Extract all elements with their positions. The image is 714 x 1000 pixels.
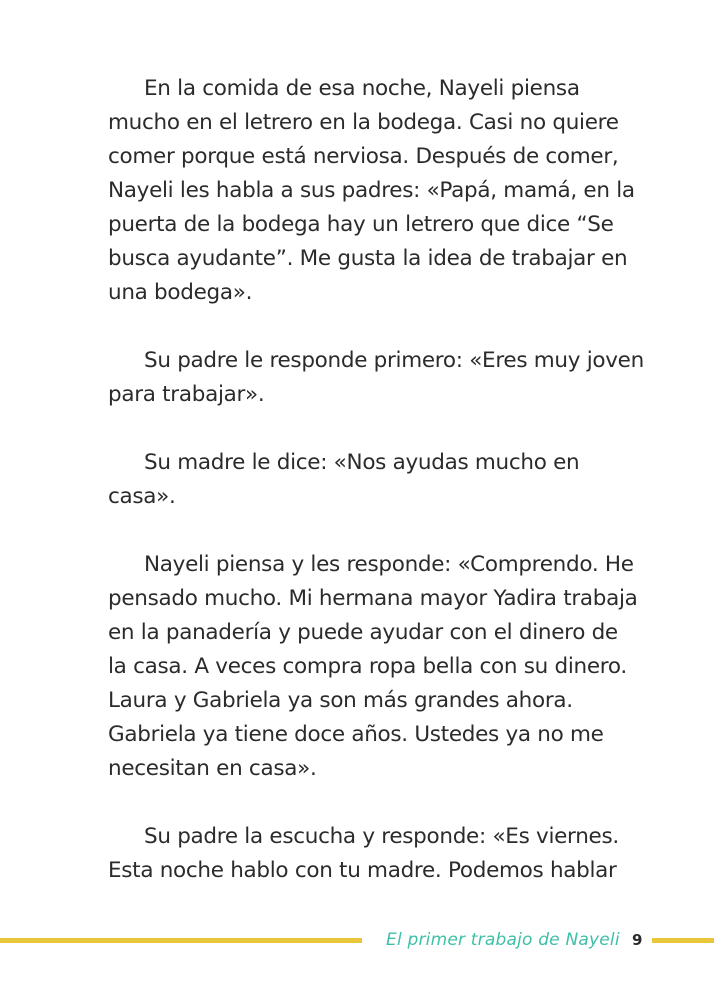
text-line: pensado mucho. Mi hermana mayor Yadira trabaja: [108, 586, 638, 611]
text-line: En la comida de esa noche, Nayeli piensa: [144, 76, 580, 101]
text-line: en la panadería y puede ayudar con el dinero de: [108, 620, 618, 645]
footer-rule-left: [0, 938, 362, 943]
book-title: El primer trabajo de Nayeli: [386, 930, 620, 950]
footer-rule-right: [652, 938, 714, 943]
text-line: necesitan en casa».: [108, 756, 317, 781]
text-line: Su padre la escucha y responde: «Es viernes.: [144, 824, 619, 849]
text-line: Nayeli les habla a sus padres: «Papá, mamá, en la: [108, 178, 635, 203]
paragraph: [108, 548, 648, 786]
paragraph: [108, 820, 648, 888]
page-footer: [0, 926, 714, 954]
paragraph: [108, 446, 648, 514]
text-line: una bodega».: [108, 280, 253, 305]
text-line: mucho en el letrero en la bodega. Casi no quiere: [108, 110, 619, 135]
text-line: Gabriela ya tiene doce años. Ustedes ya no me: [108, 722, 604, 747]
text-line: casa».: [108, 484, 176, 509]
page-number: 9: [632, 931, 643, 949]
story-text: [108, 72, 648, 922]
text-line: comer porque está nerviosa. Después de comer,: [108, 144, 619, 169]
text-line: Esta noche hablo con tu madre. Podemos hablar: [108, 858, 617, 883]
text-line: para trabajar».: [108, 382, 265, 407]
paragraph: [108, 72, 648, 310]
text-line: Nayeli piensa y les responde: «Comprendo. He: [144, 552, 634, 577]
paragraph: [108, 344, 648, 412]
text-line: busca ayudante”. Me gusta la idea de trabajar en: [108, 246, 628, 271]
text-line: Laura y Gabriela ya son más grandes ahora.: [108, 688, 573, 713]
text-line: Su madre le dice: «Nos ayudas mucho en: [144, 450, 580, 475]
text-line: Su padre le responde primero: «Eres muy joven: [144, 348, 644, 373]
text-line: puerta de la bodega hay un letrero que dice “Se: [108, 212, 614, 237]
text-line: la casa. A veces compra ropa bella con su dinero.: [108, 654, 627, 679]
